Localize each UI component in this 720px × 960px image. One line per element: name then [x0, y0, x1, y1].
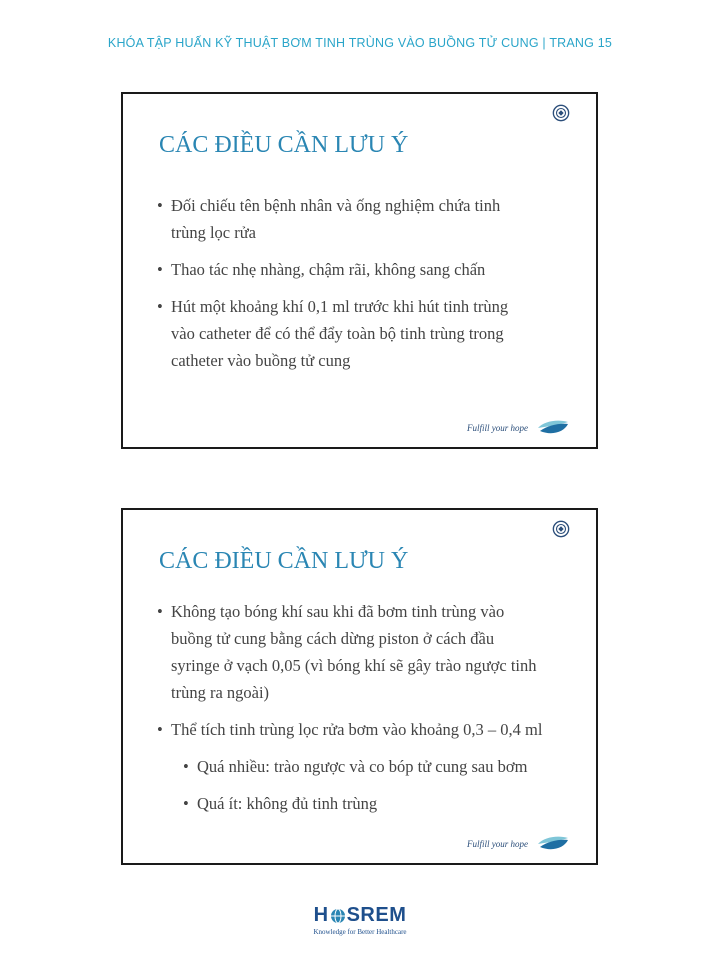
- bullet-item: • Hút một khoảng khí 0,1 ml trước khi hút tinh trùng vào catheter để có thể đẩy toàn bộ tinh trùng trong catheter vào buồng tử cung: [157, 293, 576, 374]
- page-header: KHÓA TẬP HUẤN KỸ THUẬT BƠM TINH TRÙNG VÀO BUỒNG TỬ CUNG | TRANG 15: [107, 36, 613, 50]
- brand-name: H SREM: [313, 904, 407, 926]
- bullet-item: • Thao tác nhẹ nhàng, chậm rãi, không sang chấn: [157, 256, 576, 283]
- globe-icon: [330, 908, 346, 924]
- slide-title: CÁC ĐIỀU CẦN LƯU Ý: [159, 548, 409, 574]
- bullet-item: • Thể tích tinh trùng lọc rửa bơm vào khoảng 0,3 – 0,4 ml: [157, 716, 576, 743]
- bullet-item: • Đối chiếu tên bệnh nhân và ống nghiệm chứa tinh trùng lọc rửa: [157, 192, 576, 246]
- slide-1: [121, 92, 598, 449]
- slide-footer: [467, 835, 570, 853]
- slide-footer: [467, 419, 570, 437]
- leaf-logo-icon: [536, 835, 570, 853]
- slide-title: CÁC ĐIỀU CẦN LƯU Ý: [159, 132, 409, 158]
- footer-tagline: Fulfill your hope: [467, 839, 528, 849]
- slide-2: [121, 508, 598, 865]
- institution-seal-icon: [552, 104, 570, 122]
- footer-tagline: Fulfill your hope: [467, 423, 528, 433]
- hosrem-logo: [0, 904, 720, 936]
- bullet-item: • Không tạo bóng khí sau khi đã bơm tinh trùng vào buồng tử cung bằng cách dừng piston ở cách đầu syringe ở vạch 0,05 (vì bóng khí sẽ gây trào ngược tinh trùng ra ngoài): [157, 598, 576, 706]
- leaf-logo-icon: [536, 419, 570, 437]
- slide-body: [157, 598, 576, 827]
- institution-seal-icon: [552, 520, 570, 538]
- brand-subtitle: Knowledge for Better Healthcare: [313, 928, 407, 936]
- sub-bullet-item: • Quá ít: không đủ tinh trùng: [183, 790, 576, 817]
- slide-body: [157, 192, 576, 384]
- sub-bullet-item: • Quá nhiều: trào ngược và co bóp tử cung sau bơm: [183, 753, 576, 780]
